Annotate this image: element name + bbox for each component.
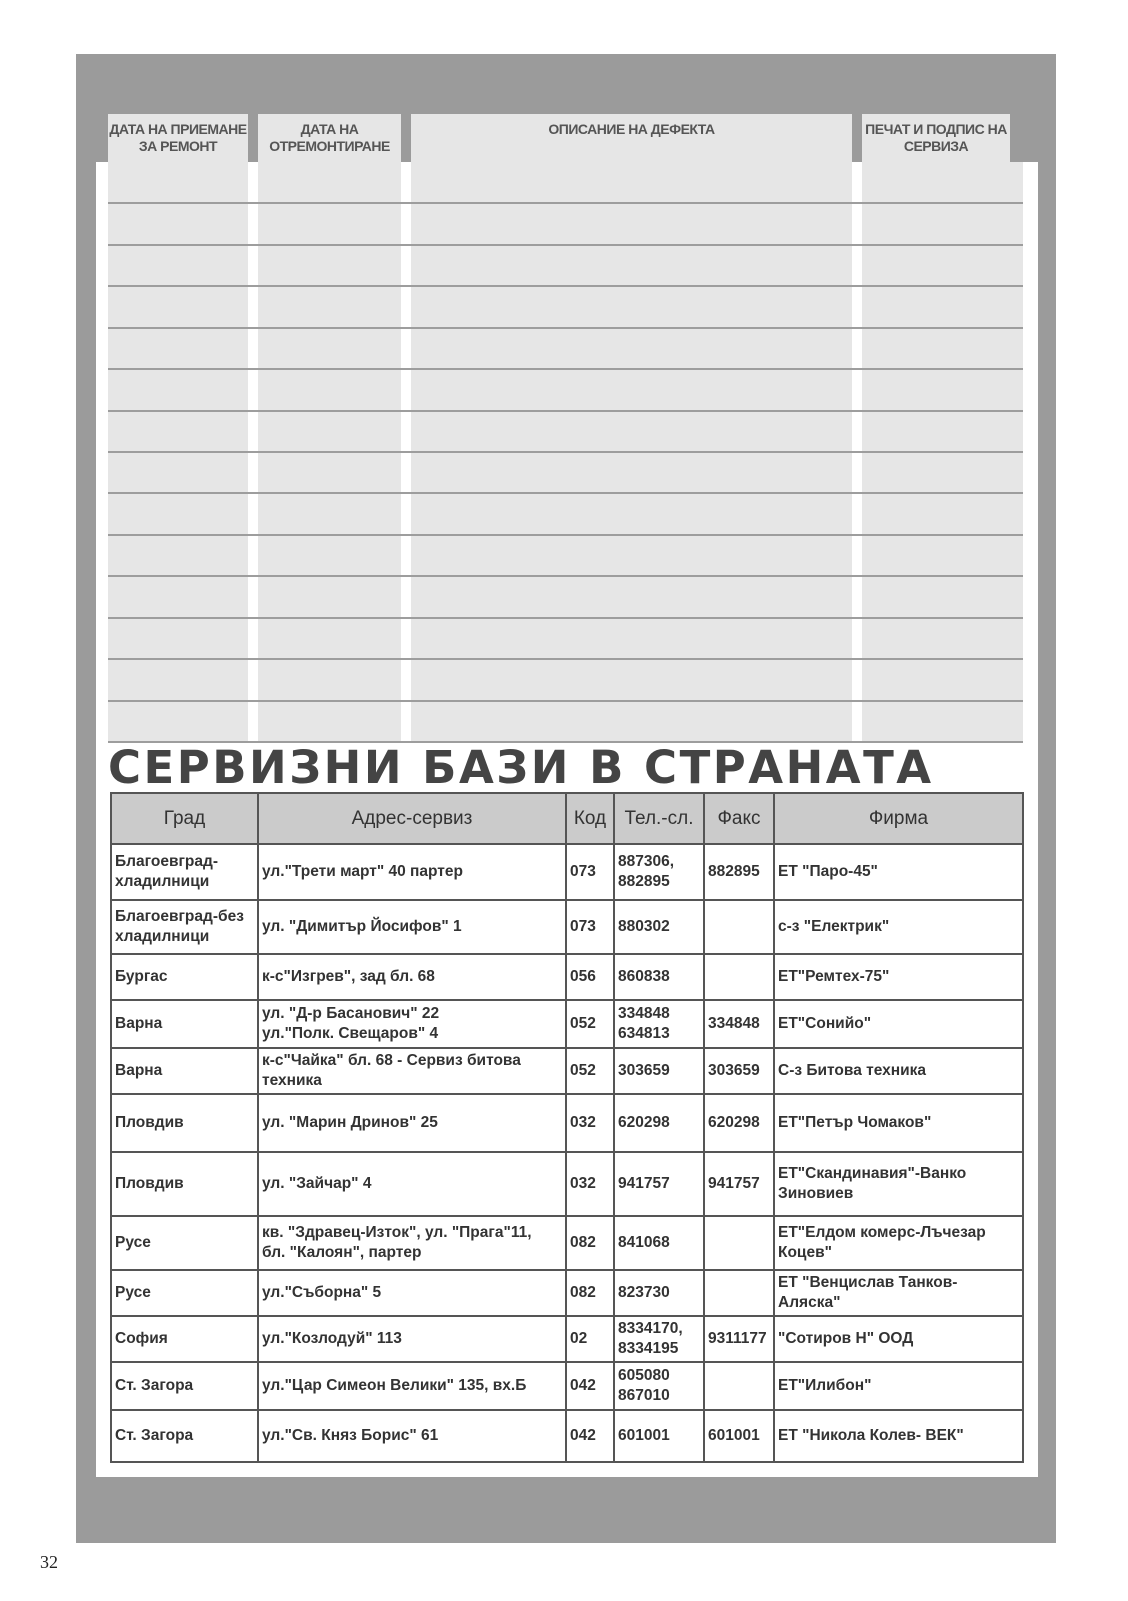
cell-fax: 941757 (704, 1152, 774, 1216)
cell-address: ул."Св. Княз Борис" 61 (258, 1410, 566, 1462)
cell-company: ЕТ"Петър Чомаков" (774, 1094, 1023, 1152)
cell-phone: 880302 (614, 900, 704, 954)
cell-company: ЕТ"Илибон" (774, 1362, 1023, 1410)
cell-code: 073 (566, 844, 614, 900)
cell-phone: 601001 (614, 1410, 704, 1462)
table-row (111, 1000, 1023, 1048)
cell-fax: 334848 (704, 1000, 774, 1048)
cell-company: С-з Битова техника (774, 1048, 1023, 1094)
cell-city: София (111, 1316, 258, 1362)
cell-company: "Сотиров Н" ООД (774, 1316, 1023, 1362)
table-row (111, 1410, 1023, 1462)
cell-code: 032 (566, 1152, 614, 1216)
table-row (111, 1362, 1023, 1410)
repair-log-header-stamp: ПЕЧАТ И ПОДПИС НА СЕРВИЗА (862, 114, 1010, 162)
section-title: СЕРВИЗНИ БАЗИ В СТРАНАТА (108, 744, 934, 792)
column-header-fax: Факс (704, 793, 774, 844)
cell-phone: 823730 (614, 1270, 704, 1316)
cell-address: ул. "Марин Дринов" 25 (258, 1094, 566, 1152)
cell-city: Пловдив (111, 1152, 258, 1216)
cell-address: ул."Цар Симеон Велики" 135, вх.Б (258, 1362, 566, 1410)
cell-city: Бургас (111, 954, 258, 1000)
table-row (111, 900, 1023, 954)
cell-fax (704, 1362, 774, 1410)
column-header-phone: Тел.-сл. (614, 793, 704, 844)
table-row (111, 1094, 1023, 1152)
table-header-row (111, 793, 1023, 844)
cell-phone: 887306, 882895 (614, 844, 704, 900)
repair-log-row-line (108, 741, 1023, 743)
cell-city: Русе (111, 1270, 258, 1316)
cell-fax (704, 900, 774, 954)
cell-city: Ст. Загора (111, 1410, 258, 1462)
cell-code: 052 (566, 1000, 614, 1048)
cell-phone: 605080 867010 (614, 1362, 704, 1410)
cell-phone: 303659 (614, 1048, 704, 1094)
cell-phone: 841068 (614, 1216, 704, 1270)
repair-log-row-line (108, 617, 1023, 619)
cell-code: 052 (566, 1048, 614, 1094)
cell-city: Русе (111, 1216, 258, 1270)
cell-code: 082 (566, 1270, 614, 1316)
cell-city: Варна (111, 1048, 258, 1094)
column-header-city: Град (111, 793, 258, 844)
cell-phone: 8334170, 8334195 (614, 1316, 704, 1362)
column-header-address: Адрес-сервиз (258, 793, 566, 844)
table-row (111, 954, 1023, 1000)
repair-log-row-line (108, 575, 1023, 577)
repair-log-row-line (108, 285, 1023, 287)
repair-log-row-line (108, 534, 1023, 536)
repair-log-row-line (108, 492, 1023, 494)
cell-phone: 620298 (614, 1094, 704, 1152)
cell-fax: 601001 (704, 1410, 774, 1462)
cell-address: ул. "Д-р Басанович" 22 ул."Полк. Свещаров" 4 (258, 1000, 566, 1048)
cell-fax (704, 954, 774, 1000)
cell-address: ул. "Зайчар" 4 (258, 1152, 566, 1216)
cell-company: ЕТ"Ремтех-75" (774, 954, 1023, 1000)
repair-log-row-line (108, 658, 1023, 660)
table-row (111, 1152, 1023, 1216)
cell-code: 042 (566, 1410, 614, 1462)
cell-fax: 303659 (704, 1048, 774, 1094)
cell-city: Ст. Загора (111, 1362, 258, 1410)
cell-code: 02 (566, 1316, 614, 1362)
cell-phone: 941757 (614, 1152, 704, 1216)
repair-log-row-line (108, 244, 1023, 246)
cell-address: ул."Съборна" 5 (258, 1270, 566, 1316)
cell-code: 042 (566, 1362, 614, 1410)
table-row (111, 1316, 1023, 1362)
cell-address: кв. "Здравец-Изток", ул. "Прага"11, бл. "Калоян", партер (258, 1216, 566, 1270)
cell-address: к-с"Чайка" бл. 68 - Сервиз битова техника (258, 1048, 566, 1094)
cell-code: 073 (566, 900, 614, 954)
repair-log-header-description: ОПИСАНИЕ НА ДЕФЕКТА (411, 114, 852, 162)
repair-log-row-line (108, 368, 1023, 370)
cell-company: ЕТ "Венцислав Танков- Аляска" (774, 1270, 1023, 1316)
cell-company: ЕТ"Сонийо" (774, 1000, 1023, 1048)
cell-city: Варна (111, 1000, 258, 1048)
cell-code: 082 (566, 1216, 614, 1270)
repair-log-row-line (108, 327, 1023, 329)
cell-address: ул."Трети март" 40 партер (258, 844, 566, 900)
cell-code: 056 (566, 954, 614, 1000)
cell-company: с-з "Електрик" (774, 900, 1023, 954)
cell-address: к-с"Изгрев", зад бл. 68 (258, 954, 566, 1000)
column-header-company: Фирма (774, 793, 1023, 844)
service-centers-table (110, 792, 1024, 1463)
cell-fax: 9311177 (704, 1316, 774, 1362)
cell-company: ЕТ"Елдом комерс-Лъчезар Коцев" (774, 1216, 1023, 1270)
cell-fax: 620298 (704, 1094, 774, 1152)
cell-fax (704, 1270, 774, 1316)
repair-log-row-line (108, 700, 1023, 702)
cell-company: ЕТ "Паро-45" (774, 844, 1023, 900)
table-row (111, 844, 1023, 900)
repair-log-header-received: ДАТА НА ПРИЕМАНЕ ЗА РЕМОНТ (108, 114, 248, 162)
cell-city: Благоевград- хладилници (111, 844, 258, 900)
table-row (111, 1048, 1023, 1094)
repair-log-row-line (108, 410, 1023, 412)
cell-city: Пловдив (111, 1094, 258, 1152)
repair-log-header-repaired: ДАТА НА ОТРЕМОНТИРАНЕ (258, 114, 401, 162)
table-row (111, 1270, 1023, 1316)
cell-fax (704, 1216, 774, 1270)
cell-city: Благоевград-без хладилници (111, 900, 258, 954)
repair-log-row-line (108, 451, 1023, 453)
column-header-code: Код (566, 793, 614, 844)
table-row (111, 1216, 1023, 1270)
page-number: 32 (40, 1552, 58, 1572)
cell-phone: 334848 634813 (614, 1000, 704, 1048)
cell-company: ЕТ "Никола Колев- ВЕК" (774, 1410, 1023, 1462)
repair-log-row-line (108, 202, 1023, 204)
cell-code: 032 (566, 1094, 614, 1152)
cell-address: ул."Козлодуй" 113 (258, 1316, 566, 1362)
cell-phone: 860838 (614, 954, 704, 1000)
cell-address: ул. "Димитър Йосифов" 1 (258, 900, 566, 954)
cell-company: ЕТ"Скандинавия"-Ванко Зиновиев (774, 1152, 1023, 1216)
cell-fax: 882895 (704, 844, 774, 900)
